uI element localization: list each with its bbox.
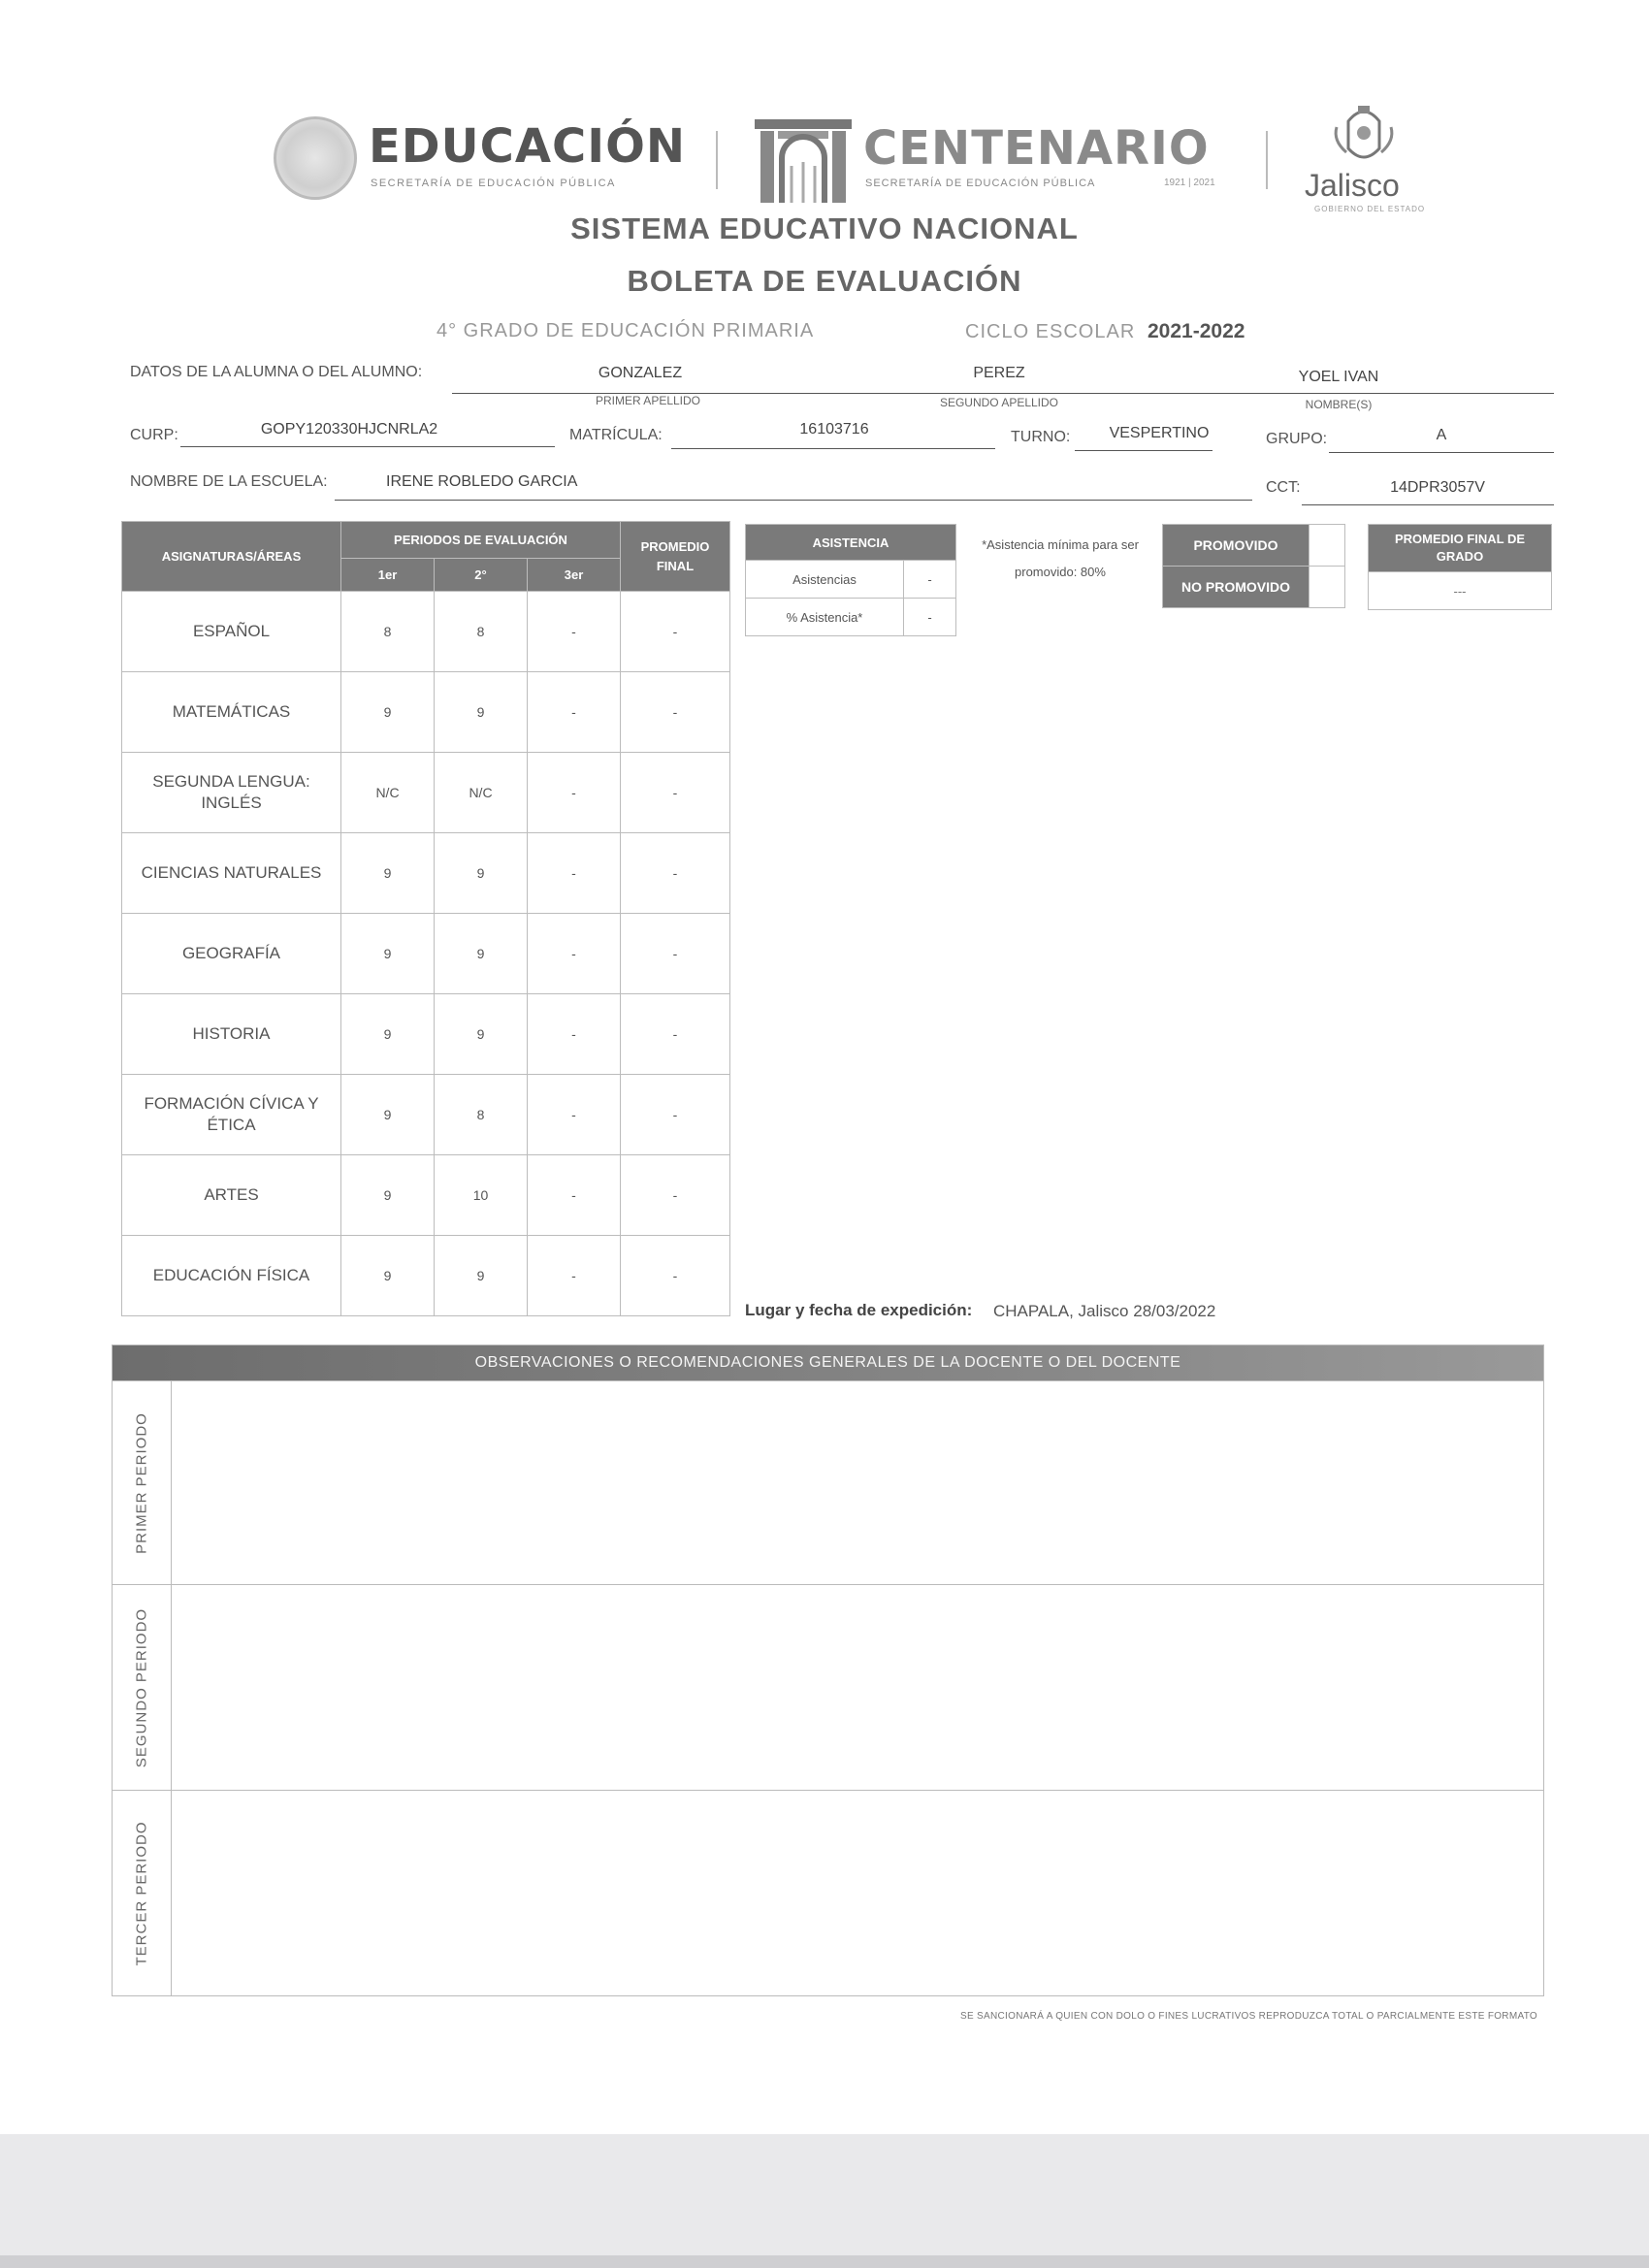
col-subject: ASIGNATURAS/ÁREAS: [122, 522, 341, 592]
centenario-years: 1921 | 2021: [1164, 178, 1215, 188]
grade-cell-p3: -: [528, 994, 621, 1075]
no-promovido-box: [1310, 567, 1345, 608]
asistencias-value: -: [904, 561, 956, 599]
table-row: [122, 1075, 730, 1155]
curp-value: GOPY120330HJCNRLA2: [260, 421, 438, 437]
turno-label: TURNO:: [1011, 429, 1071, 445]
logo-divider: [1266, 131, 1268, 189]
table-row: [122, 753, 730, 833]
grade-cell-p2: 9: [435, 672, 528, 753]
school-name-underline: [335, 500, 1252, 501]
grade-cell-final: -: [621, 1075, 730, 1155]
col-period-1: 1er: [341, 559, 435, 592]
grade-cell-final: -: [621, 1236, 730, 1316]
grade-cell-final: -: [621, 914, 730, 994]
place-date-value: CHAPALA, Jalisco 28/03/2022: [993, 1302, 1216, 1320]
grade-cell-p1: 8: [341, 592, 435, 672]
grade-cell-p1: 9: [341, 1155, 435, 1236]
asistencias-label: Asistencias: [746, 561, 904, 599]
grupo-value: A: [1436, 427, 1447, 443]
porcentaje-value: -: [904, 599, 956, 636]
table-row: [122, 914, 730, 994]
cct-underline: [1302, 504, 1554, 505]
subject-cell: HISTORIA: [122, 994, 341, 1075]
first-surname-label: PRIMER APELLIDO: [595, 394, 701, 407]
period-label-1: PRIMER PERIODO: [133, 1412, 150, 1554]
cct-value: 14DPR3057V: [1390, 479, 1485, 496]
first-surname: GONZALEZ: [598, 365, 683, 381]
grade-cell-p2: N/C: [435, 753, 528, 833]
promovido-label: PROMOVIDO: [1163, 525, 1310, 567]
grade-cell-p1: 9: [341, 1075, 435, 1155]
subject-cell: EDUCACIÓN FÍSICA: [122, 1236, 341, 1316]
grupo-label: GRUPO:: [1266, 431, 1328, 447]
cct-label: CCT:: [1266, 479, 1301, 496]
grade-cell-p3: -: [528, 592, 621, 672]
table-row: [122, 1236, 730, 1316]
jalisco-crest-icon: [1329, 102, 1399, 170]
promotion-table: [1162, 524, 1345, 608]
turno-value: VESPERTINO: [1109, 425, 1210, 441]
observations-header: OBSERVACIONES O RECOMENDACIONES GENERALES DE LA DOCENTE O DEL DOCENTE: [113, 1345, 1543, 1380]
grade-cell-p3: -: [528, 1075, 621, 1155]
grade-cell-final: -: [621, 994, 730, 1075]
col-final: PROMEDIO FINAL: [621, 522, 730, 592]
col-periods: PERIODOS DE EVALUACIÓN: [341, 522, 621, 559]
final-average-label: PROMEDIO FINAL DE GRADO: [1369, 525, 1552, 572]
grade-cell-p2: 9: [435, 833, 528, 914]
grade-cell-p1: 9: [341, 914, 435, 994]
document-title: SISTEMA EDUCATIVO NACIONAL: [570, 211, 1079, 245]
subject-cell: FORMACIÓN CÍVICA Y ÉTICA: [122, 1075, 341, 1155]
observation-row-3: [113, 1790, 1543, 1996]
period-label-2: SEGUNDO PERIODO: [133, 1607, 150, 1768]
grades-table: [121, 521, 730, 1316]
attendance-note: *Asistencia mínima para ser promovido: 80%: [982, 537, 1139, 579]
matricula-value: 16103716: [799, 421, 869, 437]
subject-cell: ESPAÑOL: [122, 592, 341, 672]
table-row: [122, 833, 730, 914]
place-date-label: Lugar y fecha de expedición:: [745, 1301, 973, 1319]
mexico-seal-icon: [274, 116, 357, 200]
final-average-table: [1368, 524, 1552, 610]
grade-cell-p3: -: [528, 672, 621, 753]
header-logos: [262, 102, 1445, 218]
no-promovido-label: NO PROMOVIDO: [1163, 567, 1310, 608]
grade-level: 4° GRADO DE EDUCACIÓN PRIMARIA: [436, 320, 815, 341]
observation-row-1: [113, 1380, 1543, 1585]
grade-cell-final: -: [621, 833, 730, 914]
subject-cell: GEOGRAFÍA: [122, 914, 341, 994]
observation-row-2: [113, 1584, 1543, 1791]
subject-cell: MATEMÁTICAS: [122, 672, 341, 753]
centenario-logo-subtitle: SECRETARÍA DE EDUCACIÓN PÚBLICA: [865, 178, 1096, 189]
grade-cell-p2: 9: [435, 1236, 528, 1316]
given-names-label: NOMBRE(S): [1305, 398, 1373, 411]
grade-cell-p1: 9: [341, 994, 435, 1075]
porcentaje-label: % Asistencia*: [746, 599, 904, 636]
school-name-value: IRENE ROBLEDO GARCIA: [386, 473, 578, 490]
document-subtitle: BOLETA DE EVALUACIÓN: [627, 264, 1022, 298]
grade-cell-final: -: [621, 753, 730, 833]
grade-cell-final: -: [621, 672, 730, 753]
curp-label: CURP:: [130, 427, 178, 443]
grade-cell-p2: 8: [435, 592, 528, 672]
table-row: [122, 994, 730, 1075]
attendance-header: ASISTENCIA: [746, 525, 956, 561]
second-surname: PEREZ: [973, 365, 1025, 381]
attendance-table: [745, 524, 956, 636]
educacion-logo-text: EDUCACIÓN: [369, 119, 687, 174]
school-cycle-label: CICLO ESCOLAR: [965, 321, 1136, 342]
grade-cell-final: -: [621, 1155, 730, 1236]
curp-underline: [180, 446, 555, 447]
student-data-label: DATOS DE LA ALUMNA O DEL ALUMNO:: [130, 364, 423, 380]
centenario-logo-text: CENTENARIO: [863, 121, 1210, 176]
scan-edge: [0, 2255, 1649, 2268]
grade-cell-p2: 8: [435, 1075, 528, 1155]
scan-background: [0, 2134, 1649, 2268]
grade-cell-final: -: [621, 592, 730, 672]
grade-cell-p2: 9: [435, 914, 528, 994]
grade-cell-p3: -: [528, 833, 621, 914]
matricula-label: MATRÍCULA:: [569, 427, 663, 443]
grade-cell-p2: 9: [435, 994, 528, 1075]
grade-cell-p3: -: [528, 914, 621, 994]
school-name-label: NOMBRE DE LA ESCUELA:: [130, 473, 328, 490]
col-period-3: 3er: [528, 559, 621, 592]
turno-underline: [1075, 450, 1212, 451]
table-row: [122, 592, 730, 672]
grupo-underline: [1329, 452, 1554, 453]
observations-section: [112, 1345, 1544, 1996]
centenario-arch-icon: [755, 119, 852, 203]
table-row: [122, 672, 730, 753]
subject-cell: SEGUNDA LENGUA: INGLÉS: [122, 753, 341, 833]
second-surname-label: SEGUNDO APELLIDO: [939, 396, 1059, 409]
period-label-3: TERCER PERIODO: [133, 1821, 150, 1966]
grade-cell-p1: 9: [341, 1236, 435, 1316]
matricula-underline: [671, 448, 995, 449]
subject-cell: ARTES: [122, 1155, 341, 1236]
subject-cell: CIENCIAS NATURALES: [122, 833, 341, 914]
grade-cell-p1: 9: [341, 833, 435, 914]
footer-warning: SE SANCIONARÁ A QUIEN CON DOLO O FINES LUCRATIVOS REPRODUZCA TOTAL O PARCIALMENTE ESTE FORMATO: [960, 2011, 1537, 2022]
final-average-value: ---: [1369, 572, 1552, 610]
given-names: YOEL IVAN: [1298, 369, 1379, 385]
grade-cell-p1: N/C: [341, 753, 435, 833]
educacion-logo-subtitle: SECRETARÍA DE EDUCACIÓN PÚBLICA: [371, 178, 616, 189]
col-period-2: 2°: [435, 559, 528, 592]
jalisco-logo-text: Jalisco: [1305, 168, 1400, 203]
grade-cell-p1: 9: [341, 672, 435, 753]
grade-cell-p3: -: [528, 753, 621, 833]
school-cycle-value: 2021-2022: [1148, 320, 1245, 342]
grade-cell-p2: 10: [435, 1155, 528, 1236]
promovido-box: [1310, 525, 1345, 567]
grade-cell-p3: -: [528, 1155, 621, 1236]
logo-divider: [716, 131, 718, 189]
grade-cell-p3: -: [528, 1236, 621, 1316]
table-row: [122, 1155, 730, 1236]
jalisco-logo-subtitle: GOBIERNO DEL ESTADO: [1314, 205, 1426, 213]
